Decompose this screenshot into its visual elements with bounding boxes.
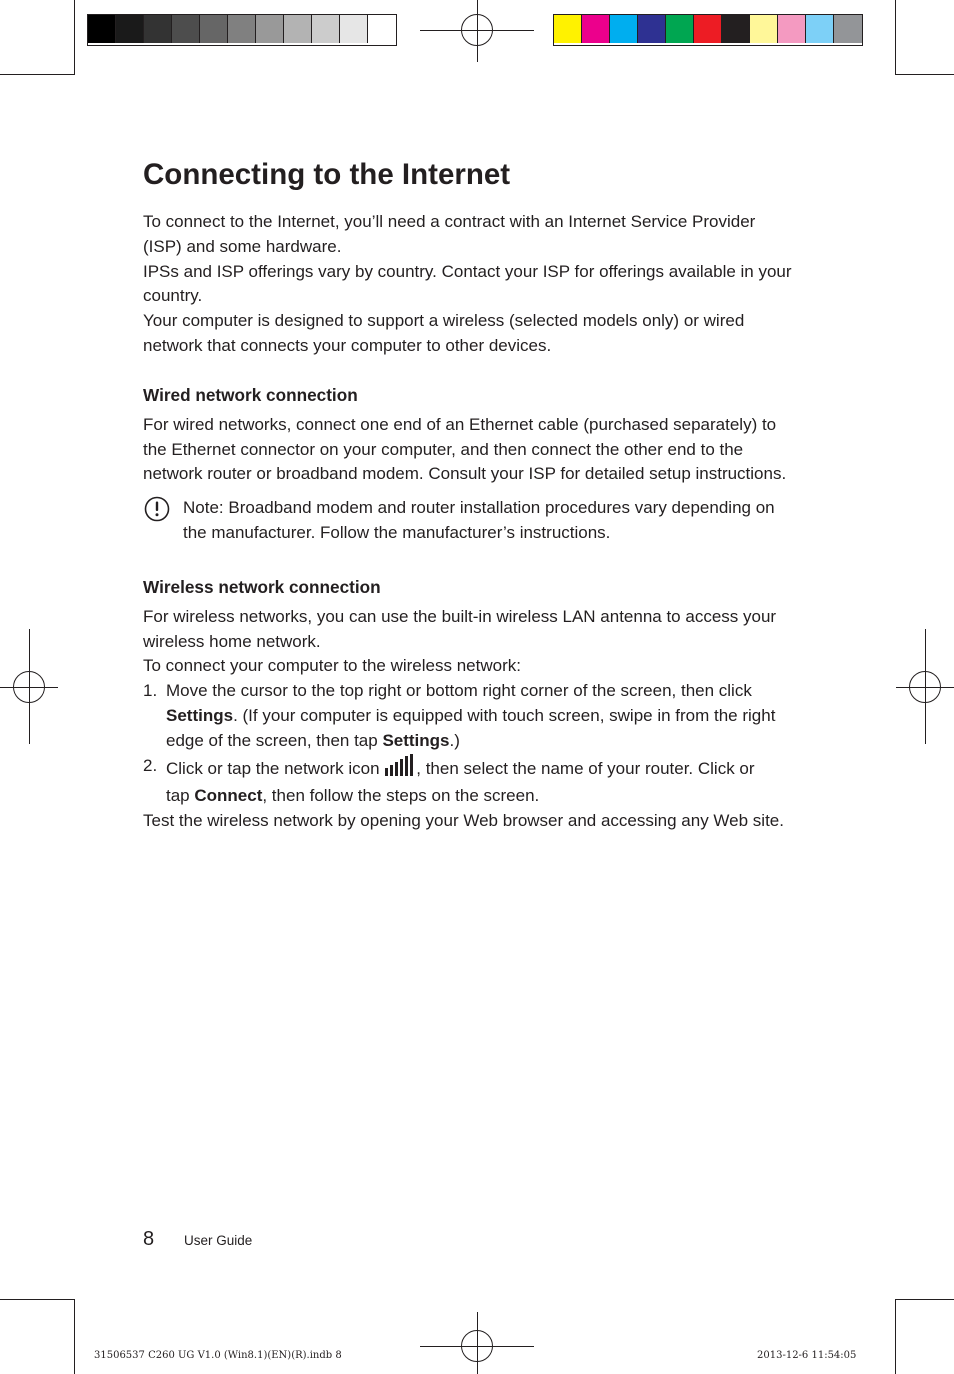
- page-content: [143, 156, 793, 834]
- page-title: Connecting to the Internet: [143, 158, 511, 191]
- note-body: Broadband modem and router installation procedures vary depending on the manufacturer. Follow the manufacturer’s instructions.: [183, 498, 775, 542]
- list-item: [143, 679, 793, 753]
- wireless-body: For wireless networks, you can use the built-in wireless LAN antenna to access your wireless home network.: [143, 606, 777, 651]
- note-callout: [143, 496, 793, 546]
- step-text-part: , then select the name of your router. Click or: [416, 758, 755, 778]
- crop-mark: [420, 1346, 534, 1347]
- wired-body: For wired networks, connect one end of an Ethernet cable (purchased separately) to the Ethernet connector on your computer, and then connect the other end to the network router or broadband modem. Consult your ISP for detailed setup instructions.: [143, 414, 787, 484]
- note-label: Note:: [183, 498, 224, 518]
- crop-mark: [895, 0, 896, 75]
- crop-mark: [0, 687, 58, 688]
- color-swatch: [116, 15, 144, 43]
- wired-heading: Wired network connection: [143, 384, 358, 405]
- color-swatch: [340, 15, 368, 43]
- step-text-part: , then follow the steps on the screen.: [262, 786, 540, 806]
- color-swatch: [284, 15, 312, 43]
- wireless-heading: Wireless network connection: [143, 576, 381, 597]
- color-swatch: [144, 15, 172, 43]
- crop-mark: [477, 1312, 478, 1374]
- step-text-part: tap: [166, 786, 195, 806]
- color-swatch: [806, 15, 834, 43]
- settings-label: Settings: [166, 705, 234, 725]
- color-swatch: [554, 15, 582, 43]
- step-text-line: [166, 784, 755, 809]
- crop-mark: [420, 30, 534, 31]
- note-text: [183, 496, 793, 546]
- step-text-part: . (If your computer is equipped with touch screen, swipe in from the right edge of the screen, then tap: [166, 705, 776, 750]
- crop-mark: [0, 74, 75, 75]
- color-swatch: [256, 15, 284, 43]
- steps-list: [143, 679, 793, 809]
- step-text-part: .): [449, 730, 460, 750]
- intro-paragraph: IPSs and ISP offerings vary by country. Contact your ISP for offerings available in your country.: [143, 261, 792, 306]
- color-swatch: [228, 15, 256, 43]
- color-bar: [553, 14, 863, 46]
- wireless-instructions-intro: To connect your computer to the wireless network:: [143, 656, 521, 676]
- color-swatch: [638, 15, 666, 43]
- print-slug-timestamp: 2013-12-6 11:54:05: [757, 1350, 857, 1361]
- color-swatch: [694, 15, 722, 43]
- color-swatch: [834, 15, 862, 43]
- network-signal-icon: [385, 754, 415, 776]
- color-swatch: [666, 15, 694, 43]
- step-number: 2.: [143, 755, 158, 775]
- crop-mark: [895, 1299, 896, 1374]
- closing-paragraph: Test the wireless network by opening your Web browser and accessing any Web site.: [143, 811, 784, 831]
- settings-label: Settings: [382, 730, 450, 750]
- color-swatch: [172, 15, 200, 43]
- grayscale-bar: [87, 14, 397, 46]
- color-swatch: [312, 15, 340, 43]
- intro-section: [143, 210, 793, 359]
- color-swatch: [750, 15, 778, 43]
- step-number: 1.: [143, 681, 158, 701]
- crop-mark: [896, 687, 954, 688]
- page-number: 8: [143, 1228, 155, 1250]
- intro-paragraph: To connect to the Internet, you’ll need a contract with an Internet Service Provider (ISP) and some hardware.: [143, 212, 756, 256]
- crop-mark: [74, 0, 75, 75]
- crop-mark: [74, 1299, 75, 1374]
- color-swatch: [778, 15, 806, 43]
- list-item: [143, 754, 793, 810]
- crop-mark: [895, 1299, 954, 1300]
- crop-mark: [895, 74, 954, 75]
- crop-mark: [477, 0, 478, 62]
- color-swatch: [368, 15, 396, 43]
- connect-label: Connect: [194, 786, 263, 806]
- crop-mark: [0, 1299, 75, 1300]
- color-swatch: [200, 15, 228, 43]
- step-text: [166, 754, 755, 810]
- caution-icon: [144, 496, 170, 522]
- step-text: [166, 679, 793, 753]
- print-slug-file: 31506537 C260 UG V1.0 (Win8.1)(EN)(R).indb 8: [94, 1350, 342, 1361]
- footer-label: User Guide: [184, 1233, 253, 1248]
- color-swatch: [610, 15, 638, 43]
- step-text-part: Click or tap the network icon: [166, 758, 385, 778]
- step-text-part: Move the cursor to the top right or bottom right corner of the screen, then click: [166, 681, 752, 701]
- color-swatch: [722, 15, 750, 43]
- color-swatch: [582, 15, 610, 43]
- color-swatch: [88, 15, 116, 43]
- intro-paragraph: Your computer is designed to support a wireless (selected models only) or wired network that connects your computer to other devices.: [143, 311, 745, 355]
